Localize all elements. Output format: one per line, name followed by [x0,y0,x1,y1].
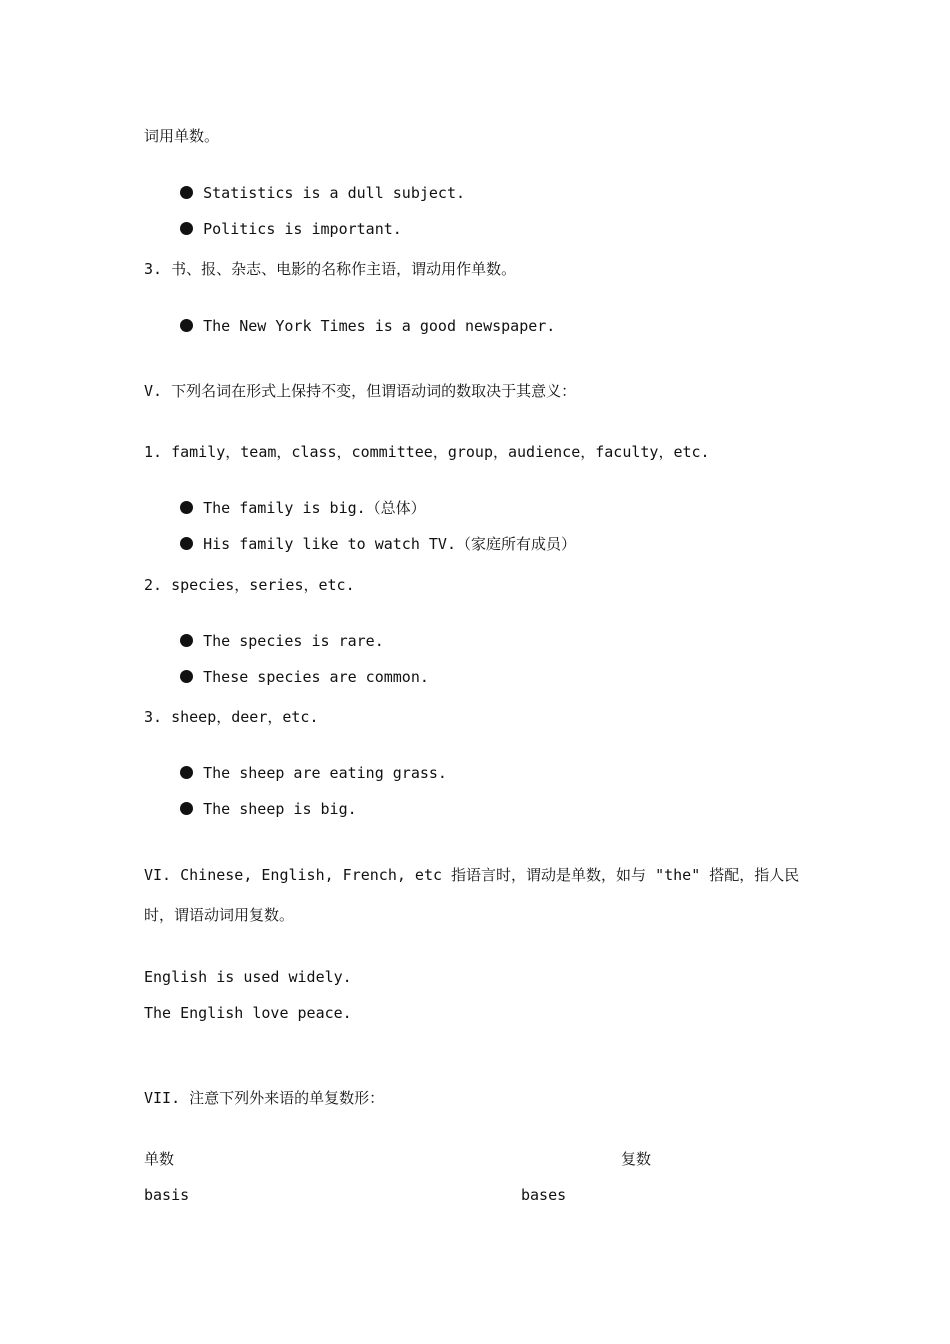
example-text: Politics is important. [203,220,402,238]
section6-heading-line2: 时，谓语动词用复数。 [144,906,295,924]
section5-item1-heading: 1. family，team，class，committee，group，audience，faculty，etc. [144,443,710,461]
example-line [144,514,576,574]
example-text: Statistics is a dull subject. [203,184,466,202]
example-text: The species is rare. [203,632,384,650]
example-line [144,647,429,707]
example-text: The sheep is big. [203,800,357,818]
rule3-heading: 3. 书、报、杂志、电影的名称作主语，谓动用作单数。 [144,260,517,278]
section6-example: The English love peace. [144,1004,352,1022]
bullet-icon [180,802,193,815]
bullet-icon [180,186,193,199]
bullet-icon [180,501,193,514]
example-text: The family is big.（总体） [203,499,426,517]
section5-item3-heading: 3. sheep，deer，etc. [144,708,319,726]
example-line [144,296,555,356]
table-cell-plural: bases [521,1186,567,1204]
section7-heading: VII. 注意下列外来语的单复数形： [144,1089,385,1107]
bullet-icon [180,634,193,647]
section5-heading: V. 下列名词在形式上保持不变，但谓语动词的数取决于其意义： [144,382,577,400]
intro-line: 词用单数。 [144,127,220,145]
section6-heading-line1: VI. Chinese, English, French, etc 指语言时，谓动是单数，如与 "the" 搭配，指人民 [144,866,800,884]
example-text: The New York Times is a good newspaper. [203,317,556,335]
table-header-singular: 单数 [144,1150,175,1168]
bullet-icon [180,319,193,332]
bullet-icon [180,537,193,550]
section6-example: English is used widely. [144,968,352,986]
bullet-icon [180,766,193,779]
example-line [144,199,402,259]
example-text: These species are common. [203,668,429,686]
example-text: His family like to watch TV.（家庭所有成员） [203,535,576,553]
section5-item2-heading: 2. species，series，etc. [144,576,355,594]
table-cell-singular: basis [144,1186,190,1204]
example-line [144,779,357,839]
example-text: The sheep are eating grass. [203,764,447,782]
table-header-plural: 复数 [621,1150,652,1168]
bullet-icon [180,670,193,683]
bullet-icon [180,222,193,235]
